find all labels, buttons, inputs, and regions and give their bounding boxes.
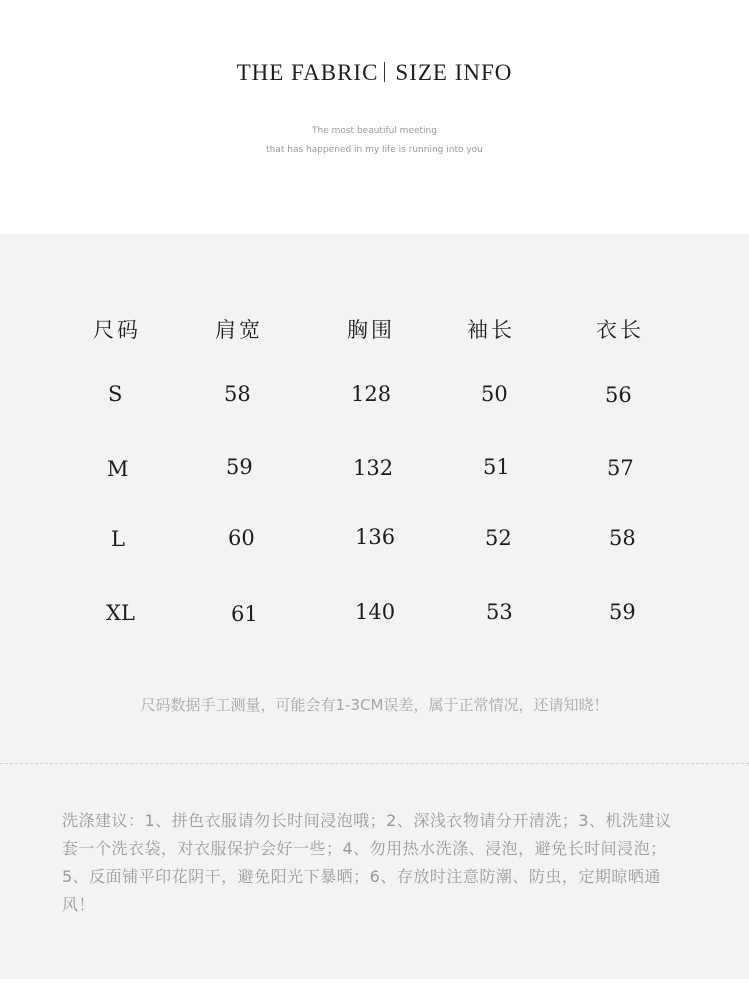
table-cell: 53 <box>486 600 513 624</box>
table-cell: M <box>107 457 129 481</box>
table-cell: 50 <box>481 382 508 406</box>
footer-strip <box>0 979 749 994</box>
table-cell: 58 <box>224 382 251 406</box>
subtitle-line-2: that has happened in my life is running into you <box>266 145 483 155</box>
table-cell: 140 <box>355 600 396 624</box>
title-fabric: THE FABRIC <box>236 60 379 85</box>
table-cell: 52 <box>485 526 512 550</box>
column-header-sleeve: 袖长 <box>467 318 515 342</box>
size-panel <box>0 234 749 979</box>
table-cell: 51 <box>483 455 510 479</box>
table-cell: L <box>111 527 125 551</box>
page-title <box>0 60 749 86</box>
table-cell: 128 <box>351 382 392 406</box>
care-line: 套一个洗衣袋，对衣服保护会好一些；4、勿用热水洗涤、浸泡，避免长时间浸泡； <box>62 839 667 858</box>
title-separator <box>384 62 385 82</box>
column-header-length: 衣长 <box>596 318 644 342</box>
care-line: 洗涤建议：1、拼色衣服请勿长时间浸泡哦；2、深浅衣物请分开清洗；3、机洗建议 <box>62 811 672 830</box>
subtitle-line-1: The most beautiful meeting <box>312 126 437 136</box>
title-size-info: SIZE INFO <box>395 60 513 85</box>
column-header-size: 尺码 <box>93 318 141 342</box>
table-cell: XL <box>106 601 135 625</box>
table-cell: 61 <box>231 602 258 626</box>
care-instructions <box>62 807 692 919</box>
table-cell: 59 <box>609 600 636 624</box>
table-cell: S <box>108 382 123 406</box>
table-cell: 136 <box>355 525 396 549</box>
column-header-chest: 胸围 <box>347 318 395 342</box>
table-cell: 58 <box>609 526 636 550</box>
care-line: 风！ <box>62 895 96 914</box>
table-cell: 60 <box>228 526 255 550</box>
table-cell: 132 <box>353 456 394 480</box>
column-header-shoulder: 肩宽 <box>215 318 263 342</box>
table-cell: 56 <box>605 383 632 407</box>
dashed-divider <box>0 763 749 764</box>
care-line: 5、反面铺平印花阴干，避免阳光下暴晒；6、存放时注意防潮、防虫，定期晾晒通 <box>62 867 661 886</box>
header-section <box>0 0 749 234</box>
table-cell: 57 <box>607 456 634 480</box>
table-cell: 59 <box>226 455 253 479</box>
measurement-note: 尺码数据手工测量，可能会有1-3CM误差，属于正常情况，还请知晓！ <box>140 696 609 714</box>
